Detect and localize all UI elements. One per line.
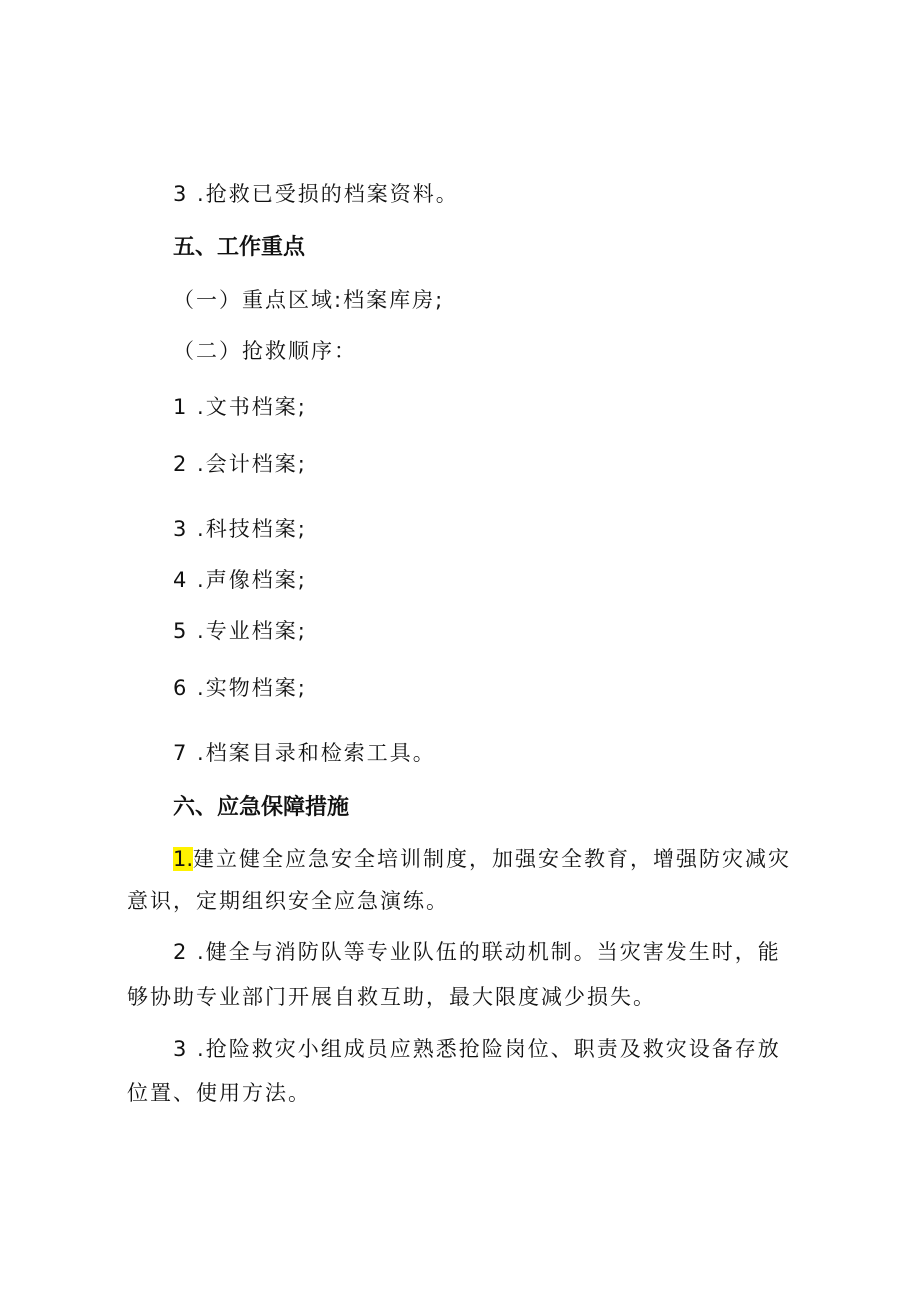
measure-1-line-1: [173, 845, 791, 873]
measure-3-line-1: 3 .抢险救灾小组成员应熟悉抢险岗位、职责及救灾设备存放: [173, 1037, 781, 1061]
list-item-audiovisual-archives: 4 .声像档案;: [173, 568, 307, 592]
measure-2-line-1: 2 .健全与消防队等专业队伍的联动机制。当灾害发生时，能: [173, 940, 781, 964]
paragraph-rescue-order: （二）抢救顺序：: [173, 339, 357, 363]
list-item-accounting-archives: 2 .会计档案;: [173, 452, 307, 476]
measure-2-line-2: 够协助专业部门开展自救互助，最大限度减少损失。: [127, 985, 656, 1009]
highlighted-item-number: 1.: [173, 847, 194, 871]
paragraph-rescue-damaged: 3 .抢救已受损的档案资料。: [173, 182, 459, 206]
paragraph-key-area: （一）重点区域:档案库房;: [173, 288, 445, 312]
measure-1-line-2: 意识，定期组织安全应急演练。: [127, 889, 449, 913]
list-item-physical-archives: 6 .实物档案;: [173, 676, 307, 700]
list-item-catalog-tools: 7 .档案目录和检索工具。: [173, 741, 436, 765]
measure-3-line-2: 位置、使用方法。: [127, 1081, 311, 1105]
list-item-professional-archives: 5 .专业档案;: [173, 619, 307, 643]
list-item-technology-archives: 3 .科技档案;: [173, 517, 307, 541]
list-item-document-archives: 1 .文书档案;: [173, 395, 307, 419]
section-heading-emergency-measures: 六、应急保障措施: [173, 795, 350, 820]
section-heading-work-focus: 五、工作重点: [173, 235, 306, 260]
measure-1-text: 建立健全应急安全培训制度，加强安全教育，增强防灾减灾: [193, 847, 792, 871]
